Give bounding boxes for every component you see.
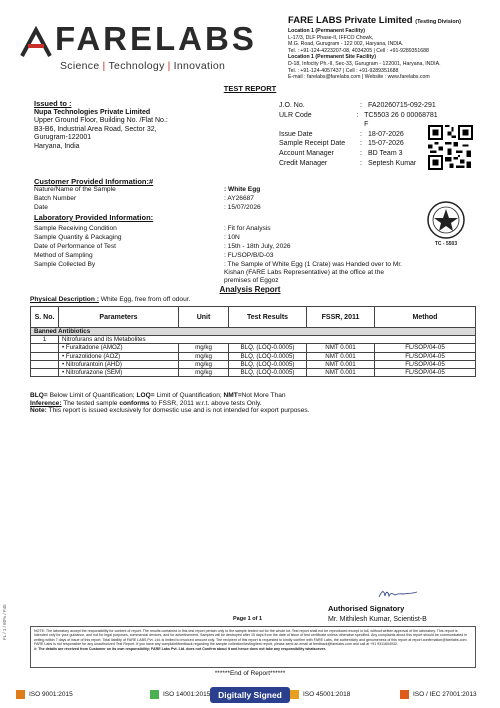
- iso-icon: [290, 690, 299, 699]
- physical-description: Physical Description : White Egg, free from off odour.: [30, 296, 191, 303]
- col-parameters: Parameters: [59, 307, 179, 328]
- accreditation-seal-icon: [425, 200, 467, 248]
- col-method: Method: [375, 307, 476, 328]
- col-fssr: FSSR, 2011: [307, 307, 375, 328]
- table-row: • Furaltadone (AMOZ) mg/kg BLQ, (LOQ-0.0005) NMT 0.001 FL/SOP/04-05: [31, 344, 476, 352]
- seal-code: TC - 5503: [434, 241, 458, 247]
- table-row: • Nitrofurazone (SEM) mg/kg BLQ, (LOQ-0.0005) NMT 0.001 FL/SOP/04-05: [31, 368, 476, 376]
- iso-badge: ISO 14001:2015: [150, 690, 210, 699]
- lab-info-heading: Laboratory Provided Information:: [34, 213, 154, 222]
- col-unit: Unit: [179, 307, 229, 328]
- table-band-row: Banned Antibiotics: [31, 328, 476, 336]
- client-name: Nupa Technologies Private Limited: [34, 108, 151, 116]
- results-table: [30, 306, 476, 377]
- lab-row: Sample Receiving Condition : Fit for Analysis: [34, 225, 271, 232]
- end-of-report: ******End of Report******: [214, 670, 286, 677]
- signatory-name: Mr. Mithilesh Kumar, Scientist-B: [328, 616, 427, 623]
- customer-row: Batch Number : AY26687: [34, 195, 254, 202]
- col-sno: S. No.: [31, 307, 59, 328]
- customer-info-heading: Customer Provided Information:#: [34, 177, 154, 186]
- handwritten-signature: [378, 588, 418, 600]
- side-form-code: FL / 1 / 60% / F45: [2, 604, 7, 640]
- logo-wordmark: FARELABS: [55, 20, 257, 57]
- table-row: • Furazolidone (AOZ) mg/kg BLQ, (LOQ-0.0005) NMT 0.001 FL/SOP/04-05: [31, 352, 476, 360]
- lab-row: Method of Sampling : FL/SOP/B/D-03: [34, 252, 274, 259]
- col-test-results: Test Results: [229, 307, 307, 328]
- customer-row: Nature/Name of the Sample : White Egg: [34, 186, 261, 193]
- table-header-row: [31, 307, 476, 328]
- logo-tagline: Science | Technology | Innovation: [60, 60, 226, 72]
- page-number: Page 1 of 1: [233, 616, 263, 622]
- iso-icon: [400, 690, 409, 699]
- qr-code-icon: [428, 125, 473, 170]
- lab-row: Sample Quantity & Packaging : 10N: [34, 234, 240, 241]
- report-meta: J.O. No. : FA20260715-092-291 ULR Code : TC5503 26 0 00068781 F Issue Date : 18-07-2026 Sample Receipt Date : 15-07-2026 Account Manager : BD Team 3 Credit Manager : Septesh Kumar: [279, 102, 438, 167]
- iso-badge: ISO 9001:2015: [16, 690, 73, 699]
- table-row: 1 Nitrofurans and its Metabolites: [31, 336, 476, 344]
- iso-badge: ISO 45001:2018: [290, 690, 350, 699]
- digitally-signed-badge: Digitally Signed: [210, 687, 290, 703]
- report-title: TEST REPORT: [223, 84, 277, 93]
- table-row: • Nitrofurantoin (AHD) mg/kg BLQ, (LOQ-0.0005) NMT 0.001 FL/SOP/04-05: [31, 360, 476, 368]
- customer-row: Date : 15/07/2026: [34, 204, 261, 211]
- company-address-block: FARE LABS Private Limited (Testing Division) Location 1 (Permanent Facility) L-17/3, DLF Phase-II, IFFCO Chowk, M.G. Road, Gurugram - 122 002, Haryana, INDIA. Tel. : +91-124-4223207-08, 4034205 | Cell : +91-9289351688 Location 1 (Permanent Site Facility) D-18, Infocity Ph.-II, Sec-33, Gurugram - 122001, Haryana, INDIA. Tel. : +91-124-4057437 | Cell : +91-9289351688 E-mail : farelabs@farelabs.com | Website : www.farelabs.com: [288, 15, 461, 81]
- issued-to-block: Issued to : Nupa Technologies Private Limited Upper Ground Floor, Building No. /Flat No.: B3-B6, Industrial Area Road, Sector 32, Gurugram-122001 Haryana, India: [34, 100, 234, 152]
- lab-row: Date of Performance of Test : 15th - 18th July, 2026: [34, 243, 291, 250]
- iso-icon: [150, 690, 159, 699]
- iso-icon: [16, 690, 25, 699]
- iso-badge: ISO / IEC 27001:2013: [400, 690, 477, 699]
- footer-disclaimer: NOTE: The laboratory accept the responsibility for content of report. The results contained in this test report pertain only to the sample tested not for the whole lot. Test report shall not be reproduced except in full, without written approval of the laboratory. This report is intended only for your guidance, and not for legal purposes, commercial devices, and for advertisement. Samples will be destroyed after 15 days from the date of issue of test certificate unless otherwise specified. Any complaints about this report should be communicated in writing within 7 days of issue of this report. Total liability of FARE LABS Pvt. Ltd. is limited to invoiced amount only. The recipient of this report is requested to kindly confirm with FARE Labs, the authenticity and genuineness of this report at report.confirmation@farelabs.com. FARE Labs is not responsible for any unauthorized Test Report. If you have any complaint/feedback regarding the sample collection/testing/test report, please send an email at feedback@farelabs.com and call at +91 9311604932. #: The details are received from Customer on its own responsibility; FARE Labs Pvt. Ltd. does not Confirm about it and hence does not take any responsibility whatsoever.: [30, 626, 476, 668]
- notes-block: BLQ= Below Limit of Quantification; LOQ= Limit of Quantification; NMT=Not More Than Inference: The tested sample conforms to FSSR, 2011 w.r.t. above tests Only. Note: This report is issued exclusively for domestic use and is not intended for export purposes.: [30, 392, 310, 415]
- signatory-title: Authorised Signatory: [328, 604, 405, 613]
- analysis-report-title: Analysis Report: [219, 285, 281, 294]
- lab-row: Sample Collected By : The Sample of White Egg (1 Crate) was Handed over to Mr. Kishan (FARE Labs Representative) at the office at the premises of Eggoz: [34, 261, 402, 284]
